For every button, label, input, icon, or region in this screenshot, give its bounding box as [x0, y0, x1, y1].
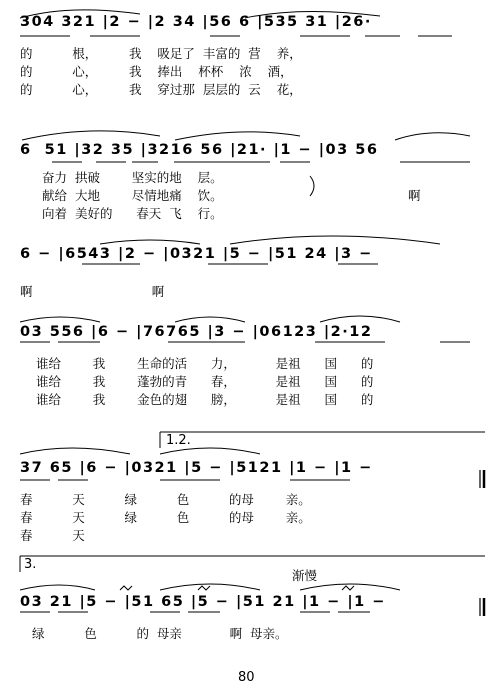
side-lyric: 啊 — [408, 188, 421, 203]
lyric-line: 春 天 — [20, 528, 85, 543]
slur — [160, 584, 260, 590]
lyric-line: 谁给 我 金色的翅 膀， 是祖 国 的 — [36, 392, 374, 407]
slur — [230, 236, 440, 244]
slur — [160, 448, 260, 454]
slur — [22, 131, 160, 140]
slur — [175, 132, 300, 140]
trill-mark — [120, 586, 132, 590]
lyric-line: 奋力 拱破 坚实的地 层。 — [42, 170, 223, 185]
slur — [395, 133, 470, 140]
notation-line-5: 37 65 |6 − |0321 |5 − |5121 |1 − |1 − — [20, 460, 373, 476]
slur — [300, 584, 400, 590]
lyric-line: 的 心， 我 捧出 杯杯 浓 酒， — [20, 64, 293, 79]
lyric-line: 谁给 我 蓬勃的青 春， 是祖 国 的 — [36, 374, 374, 389]
lyric-line: 啊 啊 — [20, 284, 165, 299]
notation-line-3: 6 − |6543 |2 − |0321 |5 − |51 24 |3 − — [20, 246, 373, 262]
slur — [100, 240, 200, 244]
lyric-line: 向着 美好的 春天 飞 行。 — [42, 206, 223, 221]
notation-line-6: 03 21 |5 − |51 65 |5 − |51 21 |1 − |1 − — [20, 594, 386, 610]
notation-line-1: 304 321 |2 − |2 34 |56 6 |535 31 |26· — [20, 14, 372, 30]
slur — [320, 316, 400, 322]
slur — [20, 317, 100, 322]
trill-mark — [342, 586, 354, 590]
lyric-line: 春 天 绿 色 的母 亲。 — [20, 492, 311, 507]
slur — [20, 448, 130, 454]
lyric-line: 的 心， 我 穿过那 层层的 云 花， — [20, 82, 302, 97]
volta-label: 1.2. — [166, 433, 191, 448]
page-number: 80 — [238, 670, 255, 685]
brace — [310, 176, 314, 196]
notation-line-2: 6 51 |32 35 |3216 56 |21· |1 − |03 56 — [20, 142, 379, 158]
volta-label: 3. — [24, 557, 37, 572]
tempo-mark: 渐慢 — [292, 568, 318, 583]
lyric-line: 绿 色 的 母亲 啊 母亲。 — [32, 626, 288, 641]
slur — [20, 585, 95, 590]
lyric-line: 谁给 我 生命的活 力， 是祖 国 的 — [36, 356, 374, 371]
lyric-line: 的 根， 我 吸足了 丰富的 营 养， — [20, 46, 302, 61]
slur — [175, 317, 245, 322]
lyric-line: 春 天 绿 色 的母 亲。 — [20, 510, 311, 525]
trill-mark — [198, 586, 210, 590]
lyric-line: 献给 大地 尽情地痛 饮。 — [42, 188, 223, 203]
notation-line-4: 03 556 |6 − |76765 |3 − |06123 |2·12 — [20, 324, 373, 340]
